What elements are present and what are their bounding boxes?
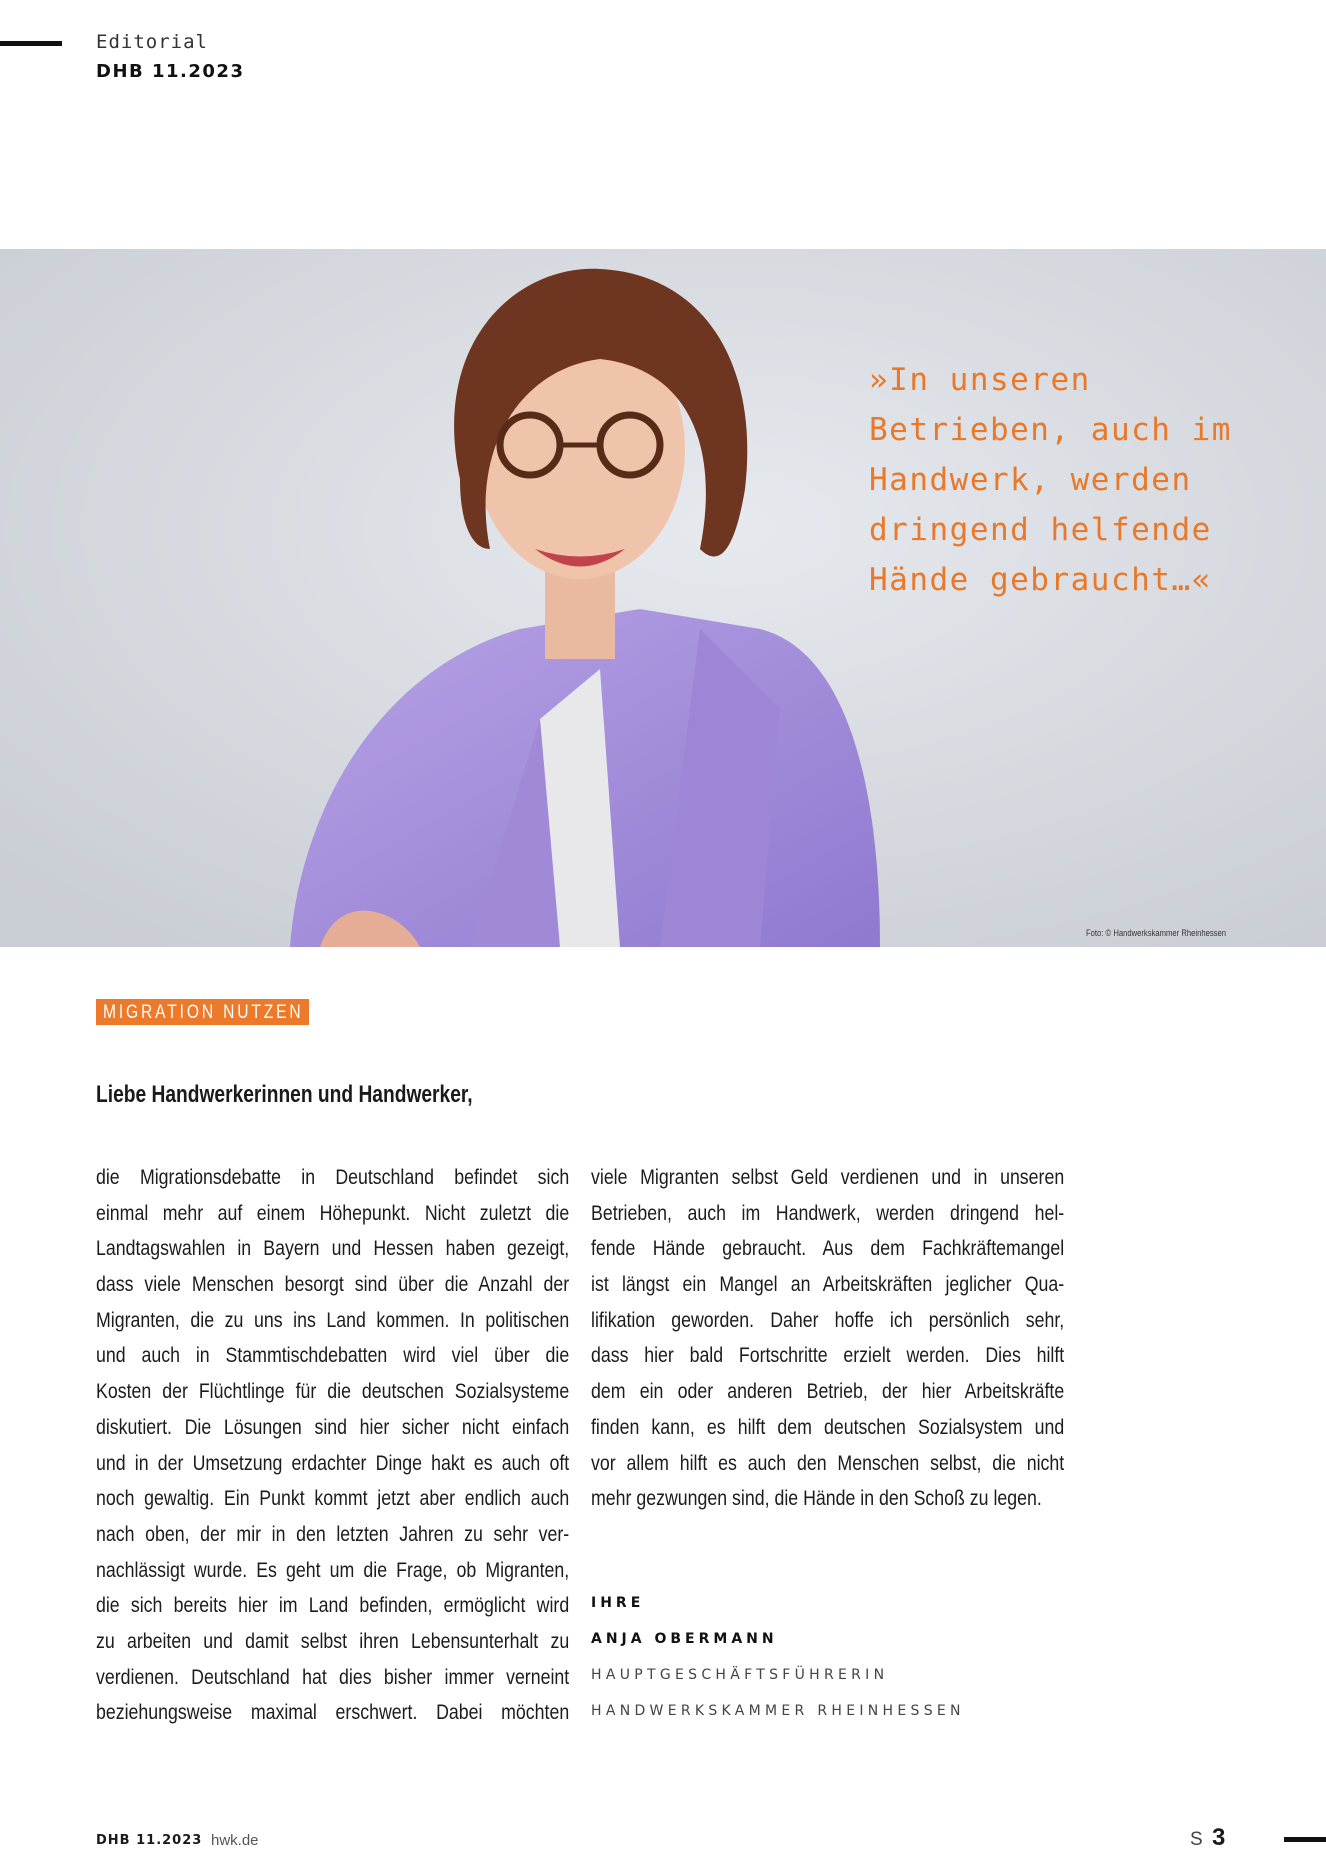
signature-name: ANJA OBERMANN — [591, 1631, 778, 1647]
body-text-line: beziehungsweise maximal erschwert. Dabei möchten — [96, 1701, 570, 1725]
signature-closing: IHRE — [591, 1595, 645, 1611]
salutation: Liebe Handwerkerinnen und Handwerker, — [96, 1081, 473, 1108]
body-text-line: verdienen. Deutschland hat dies bisher immer verneint — [96, 1665, 570, 1689]
body-text-line: vor allem hilft es auch den Menschen selbst, die nicht — [591, 1451, 1065, 1475]
quote-line: »In unseren — [869, 362, 1091, 398]
body-text-line: Migranten, die zu uns ins Land kommen. In politischen — [96, 1308, 570, 1332]
photo-credit: Foto: © Handwerkskammer Rheinhessen — [1086, 928, 1226, 938]
footer-url[interactable]: hwk.de — [211, 1832, 259, 1849]
body-column-2 — [591, 1160, 1151, 1517]
body-text-line: und auch in Stammtischdebatten wird viel über die — [96, 1344, 570, 1368]
signature-title: HAUPTGESCHÄFTSFÜHRERIN — [591, 1667, 889, 1683]
page-number: 3 — [1212, 1824, 1226, 1851]
footer-issue: DHB 11.2023 — [96, 1833, 203, 1848]
topic-badge-label: MIGRATION NUTZEN — [103, 1002, 304, 1023]
body-text-line: noch gewaltig. Ein Punkt kommt jetzt aber endlich auch — [96, 1487, 570, 1511]
section-label: Editorial — [96, 31, 208, 53]
body-text-line: die sich bereits hier im Land befinden, ermöglicht wird — [96, 1594, 570, 1618]
body-text-line: zu arbeiten und damit selbst ihren Lebensunterhalt zu — [96, 1629, 570, 1653]
body-text-line: diskutiert. Die Lösungen sind hier sicher nicht einfach — [96, 1415, 570, 1439]
header-rule — [0, 41, 62, 46]
body-text-line: finden kann, es hilft dem deutschen Sozialsystem und — [591, 1415, 1065, 1439]
body-text-line: Landtagswahlen in Bayern und Hessen haben gezeigt, — [96, 1237, 570, 1261]
body-text-line: mehr gezwungen sind, die Hände in den Schoß zu legen. — [591, 1487, 1042, 1511]
body-text-line: Kosten der Flüchtlinge für die deutschen Sozialsysteme — [96, 1380, 570, 1404]
page-prefix: S — [1190, 1829, 1203, 1850]
footer-rule — [1284, 1837, 1326, 1842]
body-column-1 — [96, 1160, 656, 1731]
quote-line: dringend helfende — [869, 512, 1212, 548]
quote-line: Hände gebraucht…« — [869, 562, 1212, 598]
body-text-line: fende Hände gebraucht. Aus dem Fachkräftemangel — [591, 1237, 1065, 1261]
quote-line: Handwerk, werden — [869, 462, 1192, 498]
body-text-line: einmal mehr auf einem Höhepunkt. Nicht zuletzt die — [96, 1201, 570, 1225]
body-text-line: dass viele Menschen besorgt sind über die Anzahl der — [96, 1273, 570, 1297]
body-text-line: dem ein oder anderen Betrieb, der hier Arbeitskräfte — [591, 1380, 1065, 1404]
body-text-line: dass hier bald Fortschritte erzielt werden. Dies hilft — [591, 1344, 1065, 1368]
body-text-line: viele Migranten selbst Geld verdienen und in unseren — [591, 1166, 1065, 1189]
body-text-line: und in der Umsetzung erdachter Dinge hakt es auch oft — [96, 1451, 570, 1475]
quote-line: Betrieben, auch im — [869, 412, 1232, 448]
signature-organization: HANDWERKSKAMMER RHEINHESSEN — [591, 1703, 965, 1719]
issue-label: DHB 11.2023 — [96, 61, 245, 82]
body-text-line: lifikation geworden. Daher hoffe ich persönlich sehr, — [591, 1308, 1065, 1332]
body-text-line: Betrieben, auch im Handwerk, werden dringend hel- — [591, 1201, 1065, 1225]
body-text-line: die Migrationsdebatte in Deutschland befindet sich — [96, 1166, 570, 1189]
body-text-line: ist längst ein Mangel an Arbeitskräften jeglicher Qua- — [591, 1273, 1065, 1297]
pull-quote — [869, 355, 1309, 605]
topic-badge — [96, 999, 309, 1025]
body-text-line: nachlässigt wurde. Es geht um die Frage, ob Migranten, — [96, 1558, 570, 1582]
body-text-line: nach oben, der mir in den letzten Jahren zu sehr ver- — [96, 1522, 570, 1546]
